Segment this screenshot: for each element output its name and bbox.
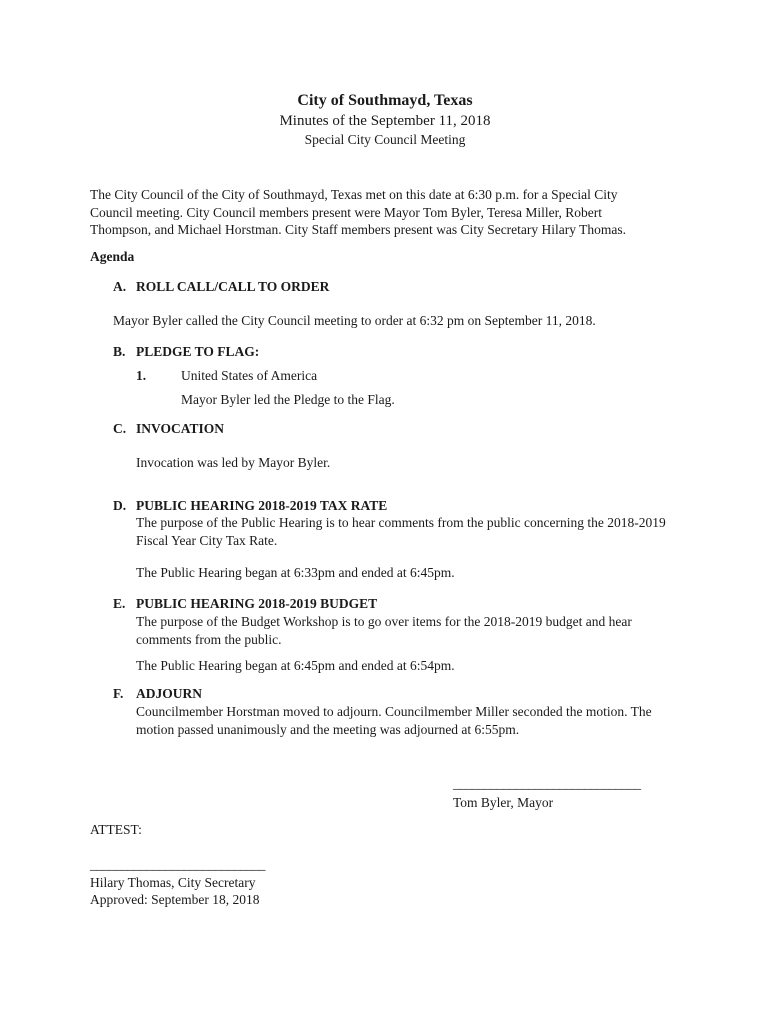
pledge-item-number: 1. xyxy=(136,368,147,383)
section-b-heading: PLEDGE TO FLAG: xyxy=(136,344,260,359)
section-e-times: The Public Hearing began at 6:45pm and ended at 6:54pm. xyxy=(136,658,455,673)
document-subtitle: Minutes of the September 11, 2018 xyxy=(279,113,491,129)
mayor-name: Tom Byler, Mayor xyxy=(453,795,554,810)
approved-date: Approved: September 18, 2018 xyxy=(90,892,260,907)
section-d-times: The Public Hearing began at 6:33pm and ended at 6:45pm. xyxy=(136,565,455,580)
section-c-body: Invocation was led by Mayor Byler. xyxy=(136,455,331,470)
section-a-letter: A. xyxy=(113,279,127,294)
section-e-purpose: The purpose of the Budget Workshop is to go over items for the 2018-2019 budget and hear comments from the public. xyxy=(136,614,632,647)
section-b-letter: B. xyxy=(113,344,126,359)
section-d-heading: PUBLIC HEARING 2018-2019 TAX RATE xyxy=(136,498,388,513)
section-f-heading: ADJOURN xyxy=(136,686,202,701)
section-d-purpose: The purpose of the Public Hearing is to hear comments from the public concerning the 2018-2019 Fiscal Year City Tax Rate. xyxy=(136,515,666,548)
mayor-signature-line: ______________________________ xyxy=(453,776,641,791)
section-e-letter: E. xyxy=(113,596,126,611)
section-f-body: Councilmember Horstman moved to adjourn. Councilmember Miller seconded the motion. The motion passed unanimously and the meeting was adjourned at 6:55pm. xyxy=(136,704,652,737)
section-e-heading: PUBLIC HEARING 2018-2019 BUDGET xyxy=(136,596,378,611)
section-a-body: Mayor Byler called the City Council meeting to order at 6:32 pm on September 11, 2018. xyxy=(113,313,596,328)
section-c-letter: C. xyxy=(113,421,127,436)
section-f-letter: F. xyxy=(113,686,124,701)
meeting-type: Special City Council Meeting xyxy=(304,132,466,147)
attest-label: ATTEST: xyxy=(90,822,142,837)
section-c-heading: INVOCATION xyxy=(136,421,224,436)
document-title: City of Southmayd, Texas xyxy=(297,92,473,109)
section-a-heading: ROLL CALL/CALL TO ORDER xyxy=(136,279,330,294)
pledge-item-text: United States of America xyxy=(181,368,318,383)
secretary-name: Hilary Thomas, City Secretary xyxy=(90,875,256,890)
pledge-item-note: Mayor Byler led the Pledge to the Flag. xyxy=(181,392,395,407)
agenda-label: Agenda xyxy=(90,249,135,264)
intro-paragraph: The City Council of the City of Southmayd, Texas met on this date at 6:30 p.m. for a Special City Council meeting. City Council members present were Mayor Tom Byler, Teresa Miller, Robert Thompson, and Michael Horstman. City Staff members present was City Secretary Hilary Thomas. xyxy=(90,187,627,237)
secretary-signature-line: ____________________________ xyxy=(90,857,265,872)
section-d-letter: D. xyxy=(113,498,127,513)
